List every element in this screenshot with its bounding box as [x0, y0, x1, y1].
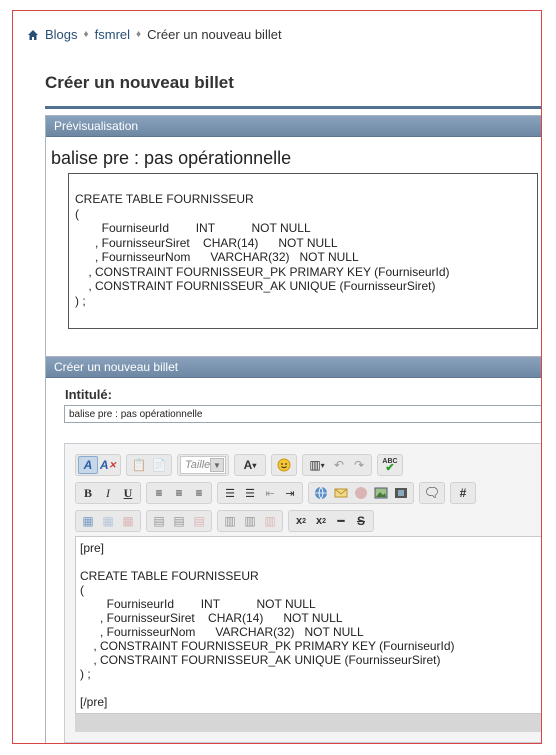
toolbar-group — [271, 454, 297, 476]
align-center-icon[interactable]: ≡ — [175, 486, 183, 500]
editor-toolbar-row-1 — [75, 454, 542, 476]
quote-icon[interactable]: 🗨 — [423, 485, 441, 500]
editor-toolbar-row-2 — [75, 482, 542, 504]
row-before-icon[interactable]: ▤ — [153, 514, 165, 528]
breadcrumb-separator-icon: ♦ — [83, 29, 89, 40]
row-after-icon[interactable]: ▤ — [173, 514, 185, 528]
breadcrumb-link-fsmrel[interactable]: fsmrel — [94, 27, 131, 42]
toolbar-group — [75, 454, 121, 476]
preview-panel-header: Prévisualisation — [46, 116, 542, 137]
preview-post-title: balise pre : pas opérationnelle — [51, 148, 292, 168]
font-size-select[interactable] — [180, 456, 226, 474]
ordered-list-icon[interactable]: ☰ — [225, 487, 235, 500]
home-icon[interactable] — [27, 29, 39, 41]
image-icon[interactable] — [371, 484, 391, 502]
editor-toolbar-row-3 — [75, 510, 542, 532]
toolbar-group — [308, 482, 414, 504]
subscript-icon[interactable]: x 2 — [295, 515, 307, 527]
table-icon[interactable]: ▦ — [82, 514, 94, 528]
toolbar-group — [302, 454, 372, 476]
title-input[interactable]: balise pre : pas opérationnelle — [64, 405, 542, 423]
table-delete-icon[interactable]: ▦ — [122, 514, 134, 528]
insert-icon[interactable]: ▥ ▾ — [309, 458, 325, 472]
preview-code-block: CREATE TABLE FOURNISSEUR ( FourniseurId INT NOT NULL , FournisseurSiret CHAR(14) NOT NULL , FournisseurNom VARCHAR(32) NOT NULL , CONSTRAINT FOURNISSEUR_PK PRIMARY KEY (FourniseurId) , CONSTRAINT FOURNISSEUR_AK UNIQUE (FournisseurSiret) ) ; — [68, 173, 538, 329]
breadcrumb-link-blogs[interactable]: Blogs — [45, 27, 78, 42]
toolbar-group — [146, 510, 212, 532]
breadcrumb-current: Créer un nouveau billet — [147, 27, 282, 42]
toolbar-group — [177, 454, 229, 476]
indent-icon[interactable]: ⇥ — [285, 487, 295, 500]
toolbar-group — [75, 482, 141, 504]
underline-icon[interactable]: U — [123, 485, 133, 500]
toolbar-group — [217, 482, 303, 504]
editor-panel — [45, 356, 542, 744]
undo-icon[interactable]: ↶ — [333, 458, 345, 472]
italic-icon[interactable]: I — [106, 485, 110, 500]
hr-icon[interactable]: ━ — [337, 514, 345, 528]
editor-content-area[interactable]: [pre] CREATE TABLE FOURNISSEUR ( FourniseurId INT NOT NULL , FournisseurSiret CHAR(14) NOT NULL , FournisseurNom VARCHAR(32) NOT NULL , CONSTRAINT FOURNISSEUR_PK PRIMARY KEY (FourniseurId) , CONSTRAINT FOURNISSEUR_AK UNIQUE (FournisseurSiret) ) ; [/pre] — [75, 536, 542, 714]
email-icon[interactable] — [331, 484, 351, 502]
page-title: Créer un nouveau billet — [45, 73, 234, 92]
col-after-icon[interactable]: ▥ — [244, 514, 256, 528]
toolbar-group — [288, 510, 374, 532]
toolbar-group — [75, 510, 141, 532]
title-divider — [45, 106, 542, 109]
chevron-down-icon: ▼ — [210, 458, 224, 472]
smiley-icon[interactable] — [274, 456, 294, 474]
remove-format-icon[interactable]: A ✕ — [99, 458, 117, 472]
font-color-icon[interactable]: A ▾ — [243, 458, 257, 472]
paste-text-icon[interactable]: 📄 — [151, 458, 167, 472]
outdent-icon[interactable]: ⇤ — [265, 487, 275, 500]
toolbar-group — [419, 482, 445, 504]
paste-icon[interactable]: 📋 — [131, 458, 147, 472]
col-before-icon[interactable]: ▥ — [224, 514, 236, 528]
toolbar-group — [146, 482, 212, 504]
switch-mode-icon[interactable]: A — [78, 456, 98, 474]
hash-icon[interactable]: # — [459, 486, 467, 500]
align-right-icon[interactable]: ≡ — [195, 486, 203, 500]
font-size-placeholder: Taille — [185, 459, 211, 471]
preview-panel — [45, 115, 542, 359]
video-icon[interactable] — [391, 484, 411, 502]
spellcheck-icon[interactable]: ABC ✔ — [382, 458, 398, 474]
superscript-icon[interactable]: x 2 — [315, 515, 327, 527]
col-delete-icon[interactable]: ▥ — [264, 514, 276, 528]
toolbar-group — [450, 482, 476, 504]
unlink-icon[interactable] — [351, 484, 371, 502]
editor-panel-header: Créer un nouveau billet — [46, 357, 542, 378]
row-delete-icon[interactable]: ▤ — [193, 514, 205, 528]
toolbar-group — [126, 454, 172, 476]
breadcrumb — [27, 27, 282, 42]
link-icon[interactable] — [311, 484, 331, 502]
table-props-icon[interactable]: ▦ — [102, 514, 114, 528]
align-left-icon[interactable]: ≡ — [155, 486, 163, 500]
breadcrumb-separator-icon: ♦ — [136, 29, 142, 40]
toolbar-group — [217, 510, 283, 532]
bold-icon[interactable]: B — [83, 485, 92, 500]
rich-text-editor — [64, 443, 542, 743]
toolbar-group — [377, 454, 403, 476]
editor-status-bar — [75, 714, 542, 732]
toolbar-group — [234, 454, 266, 476]
title-field-label: Intitulé: — [65, 387, 112, 402]
redo-icon[interactable]: ↷ — [353, 458, 365, 472]
page-frame — [12, 10, 542, 744]
strikethrough-icon[interactable]: S — [356, 514, 365, 528]
unordered-list-icon[interactable]: ☰ — [245, 487, 255, 500]
